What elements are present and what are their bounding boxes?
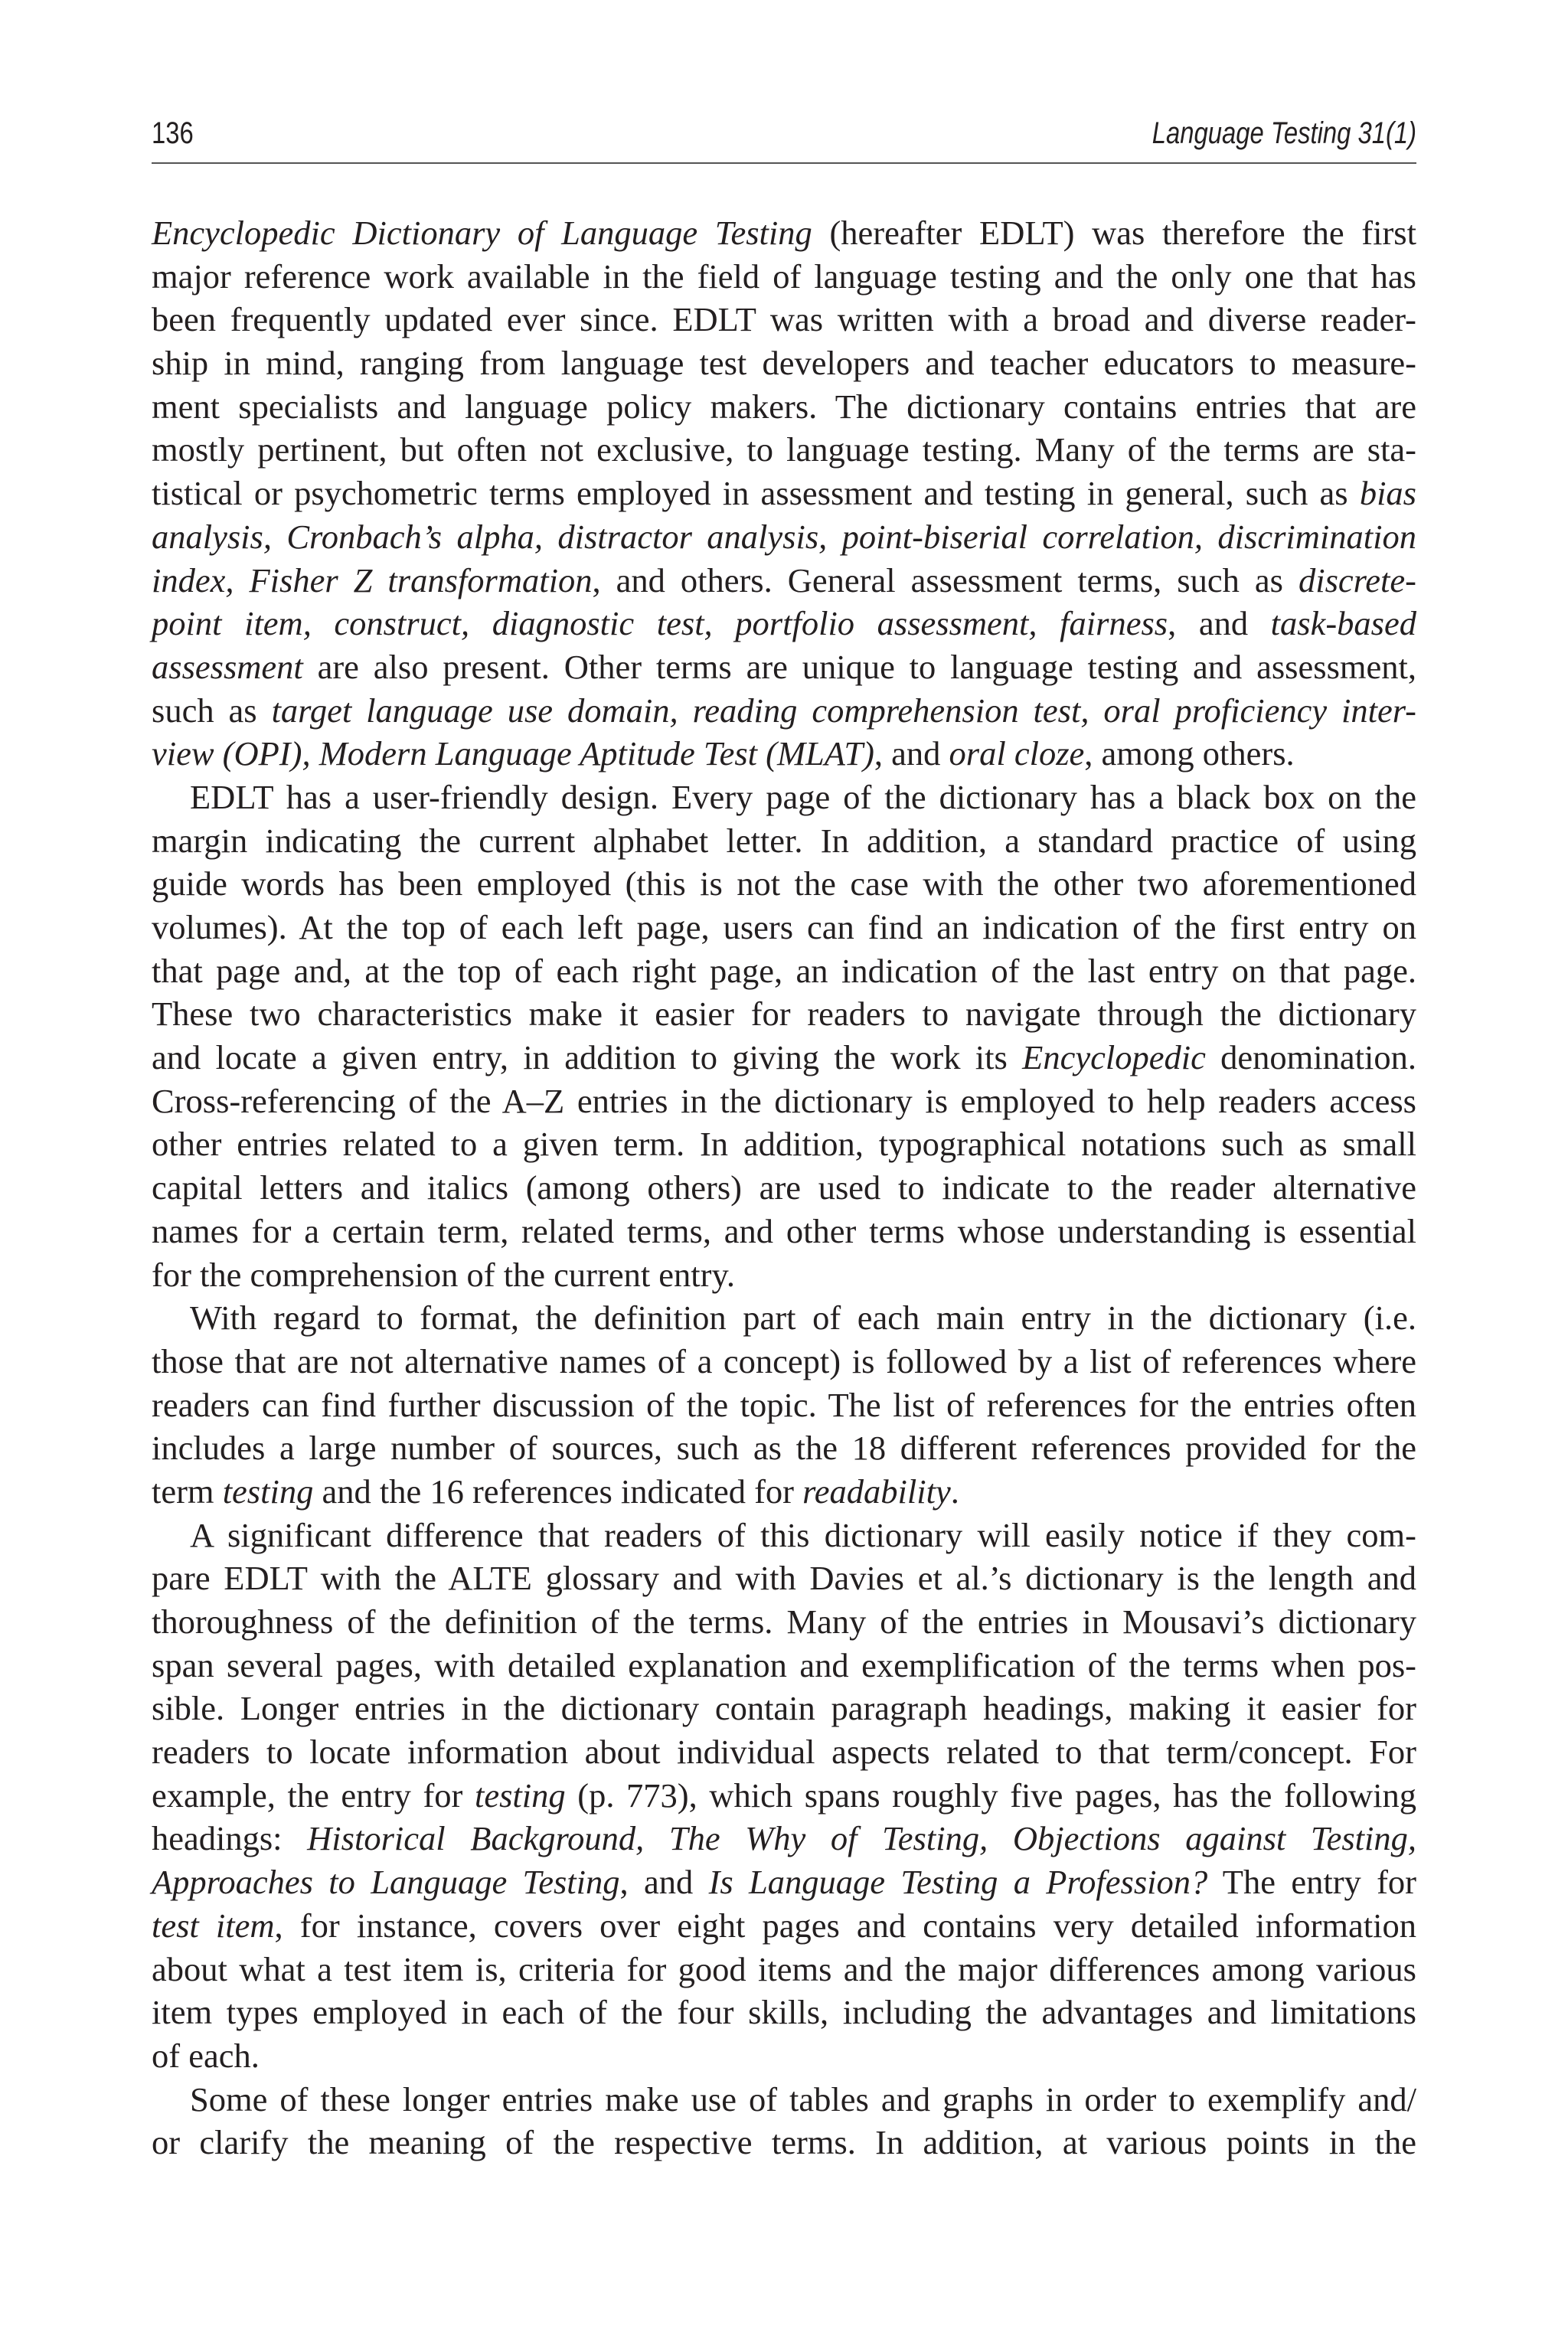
text-run: margin indicating the current alphabet letter. In addition, a standard practice of using — [152, 821, 1416, 860]
text-line — [152, 1600, 1416, 1644]
text-line — [152, 1514, 1416, 1557]
italic-text: Historical Background, The Why of Testing, Objections against Testing, — [307, 1819, 1416, 1858]
text-run: mostly pertinent, but often not exclusive, to language testing. Many of the terms are sta- — [152, 430, 1416, 469]
text-run: other entries related to a given term. In addition, typographical notations such as small — [152, 1125, 1416, 1164]
text-line — [152, 1557, 1416, 1600]
text-line — [152, 428, 1416, 472]
text-run: names for a certain term, related terms, and other terms whose understanding is essential — [152, 1211, 1416, 1250]
text-run: denomination. — [1205, 1038, 1416, 1077]
paragraph — [152, 2078, 1416, 2164]
text-line — [152, 1644, 1416, 1687]
text-line — [152, 1817, 1416, 1860]
text-line — [152, 472, 1416, 515]
text-run: includes a large number of sources, such as the 18 different references provided for the — [152, 1429, 1416, 1468]
italic-text: Is Language Testing a Profession? — [708, 1863, 1208, 1902]
text-run: , and — [874, 734, 949, 773]
text-run: ship in mind, ranging from language test developers and teacher educators to measure- — [152, 344, 1416, 383]
text-line — [152, 819, 1416, 863]
text-line — [152, 255, 1416, 299]
text-line — [152, 1122, 1416, 1166]
text-run: Cross-referencing of the A–Z entries in the dictionary is employed to help readers access — [152, 1081, 1416, 1120]
italic-text: assessment — [152, 647, 303, 686]
text-line — [152, 776, 1416, 819]
text-line — [152, 862, 1416, 906]
text-run: The entry for — [1207, 1863, 1416, 1902]
text-line — [152, 1426, 1416, 1470]
text-run: A significant difference that readers of this dictionary will easily notice if they com- — [190, 1515, 1416, 1554]
italic-text: readability — [802, 1472, 951, 1511]
text-run: Some of these longer entries make use of tables and graphs in order to exemplify and/ — [190, 2079, 1416, 2118]
text-run: capital letters and italics (among others) are used to indicate to the reader alternative — [152, 1168, 1416, 1207]
text-line — [152, 1210, 1416, 1253]
text-run: tistical or psychometric terms employed in assessment and testing in general, such as — [152, 474, 1360, 513]
text-run: been frequently updated ever since. EDLT was written with a broad and diverse reader- — [152, 300, 1416, 339]
text-run: term — [152, 1472, 223, 1511]
text-run: readers to locate information about individual aspects related to that term/concept. For — [152, 1733, 1416, 1772]
text-run: such as — [152, 691, 272, 730]
italic-text: Approaches to Language Testing — [152, 1863, 620, 1902]
text-line — [152, 2121, 1416, 2164]
text-line — [152, 1904, 1416, 1948]
journal-title: Language Testing 31(1) — [1152, 116, 1416, 150]
text-run: (hereafter EDLT) was therefore the first — [812, 214, 1416, 252]
italic-text: task-based — [1270, 604, 1416, 643]
text-line — [152, 1470, 1416, 1514]
paragraph — [152, 1514, 1416, 2078]
text-run: ment specialists and language policy makers. The dictionary contains entries that are — [152, 387, 1416, 426]
text-line — [152, 559, 1416, 603]
text-run: EDLT has a user-friendly design. Every page of the dictionary has a black box on the — [190, 777, 1416, 816]
text-line — [152, 689, 1416, 733]
text-run: , and — [619, 1863, 709, 1902]
text-line — [152, 602, 1416, 645]
text-run: volumes). At the top of each left page, users can find an indication of the first entry on — [152, 908, 1416, 946]
italic-text: Encyclopedic Dictionary of Language Testing — [152, 214, 812, 252]
text-run: example, the entry for — [152, 1775, 475, 1815]
italic-text: oral cloze — [949, 734, 1085, 773]
text-run: guide words has been employed (this is not the case with the other two aforementioned — [152, 864, 1416, 903]
italic-text: testing — [474, 1775, 566, 1815]
italic-text: discrete- — [1298, 560, 1416, 599]
paragraph — [152, 776, 1416, 1296]
text-run: readers can find further discussion of the topic. The list of references for the entries often — [152, 1385, 1416, 1424]
text-run: those that are not alternative names of a concept) is followed by a list of references where — [152, 1341, 1416, 1380]
italic-text: index, Fisher Z transformation — [152, 560, 593, 599]
text-line — [152, 341, 1416, 385]
text-run: and the 16 references indicated for — [313, 1472, 803, 1511]
text-line — [152, 906, 1416, 949]
text-run: span several pages, with detailed explanation and exemplification of the terms when pos- — [152, 1645, 1416, 1684]
text-run: These two characteristics make it easier for readers to navigate through the dictionary — [152, 995, 1416, 1034]
text-line — [152, 1687, 1416, 1730]
text-run: (p. 773), which spans roughly five pages, has the following — [565, 1775, 1416, 1815]
text-line — [152, 1340, 1416, 1383]
text-line — [152, 732, 1416, 776]
text-line — [152, 1774, 1416, 1818]
text-line — [152, 1991, 1416, 2034]
text-run: pare EDLT with the ALTE glossary and with Davies et al.’s dictionary is the length and — [152, 1559, 1416, 1598]
text-line — [152, 1080, 1416, 1123]
text-line — [152, 1730, 1416, 1774]
text-line — [152, 1948, 1416, 1991]
text-line — [152, 2078, 1416, 2122]
text-run: , and others. General assessment terms, such as — [592, 560, 1298, 599]
text-run: item types employed in each of the four skills, including the advantages and limitations — [152, 1993, 1416, 2032]
italic-text: Encyclopedic — [1022, 1038, 1206, 1077]
text-run: or clarify the meaning of the respective terms. In addition, at various points in the — [152, 2123, 1416, 2162]
paragraph — [152, 1296, 1416, 1513]
article-body — [152, 211, 1416, 2164]
paragraph — [152, 211, 1416, 776]
text-run: that page and, at the top of each right page, an indication of the last entry on that page. — [152, 951, 1416, 990]
text-line — [152, 949, 1416, 993]
text-run: and locate a given entry, in addition to giving the work its — [152, 1038, 1023, 1077]
text-run: , for instance, covers over eight pages and contains very detailed information — [274, 1906, 1416, 1945]
text-line — [152, 211, 1416, 255]
italic-text: target language use domain, reading comprehension test, oral proficiency inter- — [271, 691, 1417, 730]
text-run: With regard to format, the definition part of each main entry in the dictionary (i.e. — [190, 1298, 1416, 1338]
text-run: of each. — [152, 2036, 260, 2075]
text-line — [152, 1166, 1416, 1210]
text-line — [152, 1383, 1416, 1427]
text-line — [152, 1036, 1416, 1080]
text-line — [152, 992, 1416, 1036]
text-run: are also present. Other terms are unique to language testing and assessment, — [302, 647, 1416, 686]
text-run: , among others. — [1084, 734, 1295, 773]
text-run: , and — [1168, 604, 1271, 643]
page-number: 136 — [152, 116, 194, 150]
italic-text: analysis, Cronbach’s alpha, distractor analysis, point-biserial correlation, discrimination — [152, 517, 1416, 556]
text-line — [152, 645, 1416, 689]
running-header — [152, 113, 1416, 164]
text-line — [152, 2034, 1416, 2078]
text-run: sible. Longer entries in the dictionary contain paragraph headings, making it easier for — [152, 1689, 1416, 1728]
italic-text: point item, construct, diagnostic test, portfolio assessment, fairness — [152, 604, 1168, 643]
text-run: about what a test item is, criteria for good items and the major differences among various — [152, 1949, 1416, 1988]
italic-text: bias — [1359, 474, 1416, 513]
text-run: headings: — [152, 1819, 308, 1858]
text-line — [152, 515, 1416, 559]
italic-text: view (OPI), Modern Language Aptitude Test (MLAT) — [152, 734, 874, 773]
italic-text: test item — [152, 1906, 275, 1945]
text-run: major reference work available in the field of language testing and the only one that has — [152, 256, 1416, 296]
text-run: thoroughness of the definition of the terms. Many of the entries in Mousavi’s dictionary — [152, 1602, 1416, 1641]
text-line — [152, 385, 1416, 429]
text-line — [152, 1860, 1416, 1904]
text-line — [152, 298, 1416, 341]
italic-text: testing — [222, 1472, 314, 1511]
text-line — [152, 1253, 1416, 1297]
text-run: for the comprehension of the current entry. — [152, 1255, 735, 1294]
text-line — [152, 1296, 1416, 1340]
text-run: . — [950, 1472, 959, 1511]
